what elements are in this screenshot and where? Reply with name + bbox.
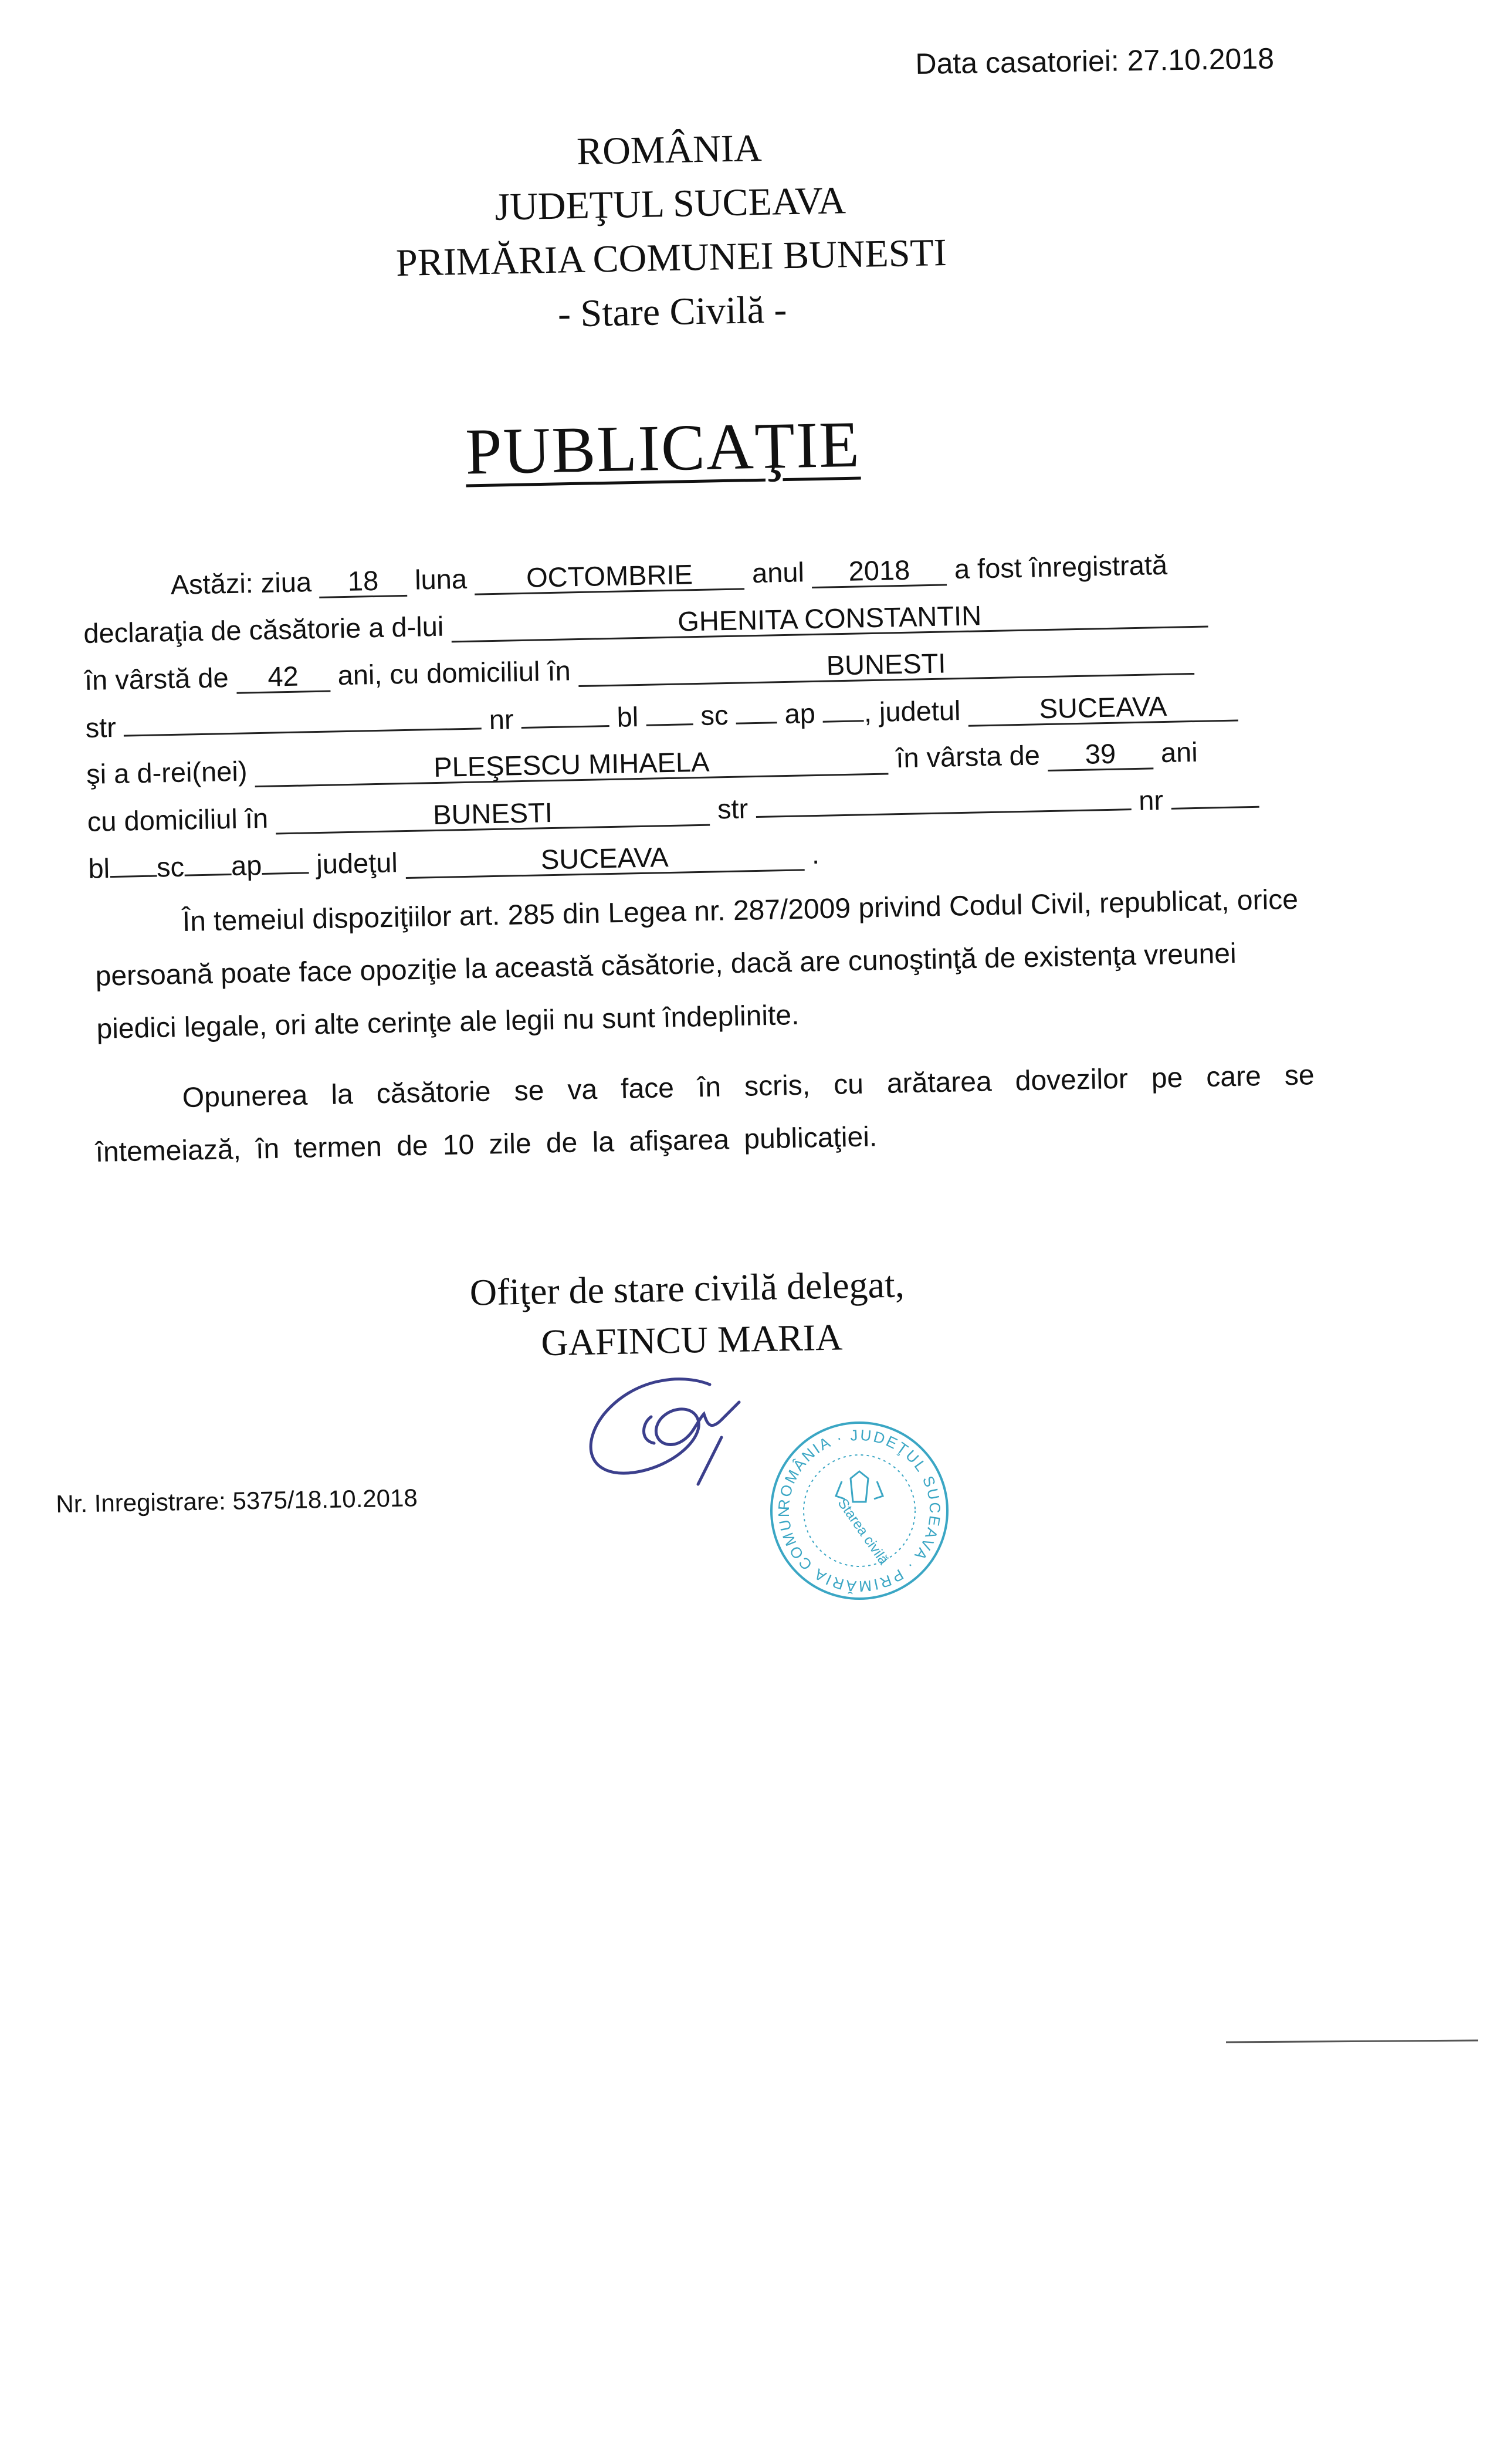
header-department: - Stare Civilă - (557, 288, 788, 336)
document-header (317, 116, 1025, 346)
bride-nr-field (1170, 774, 1259, 810)
age-label: în vârstă de (84, 662, 229, 696)
groom-sc-field (736, 690, 777, 724)
month-field: OCTOMBRIE (474, 556, 744, 595)
groom-nr-field (521, 693, 609, 729)
officer-title: Ofiţer de stare civilă delegat, (469, 1263, 905, 1314)
ani-label: ani (1160, 736, 1198, 769)
declaration-label: declaraţia de căsătorie a d-lui (83, 610, 444, 649)
county-label: , judetul (863, 695, 961, 728)
legal-paragraph (94, 873, 1317, 1056)
groom-street-field (123, 696, 482, 736)
bride-street-field (755, 777, 1131, 818)
groom-bl-field (646, 692, 693, 726)
bride-str-label: str (717, 793, 749, 825)
today-label: Astăzi: ziua (170, 566, 312, 600)
document-title: PUBLICAŢIE (465, 408, 861, 489)
header-county: JUDEŢUL SUCEAVA (494, 179, 846, 229)
year-field: 2018 (811, 552, 947, 588)
declaration-form (82, 538, 1344, 892)
official-stamp (763, 1414, 956, 1607)
opposition-paragraph (94, 1049, 1316, 1179)
bride-bl-field (109, 844, 157, 878)
groom-age-field: 42 (236, 659, 330, 694)
officer-name: GAFINCU MARIA (540, 1316, 843, 1364)
bride-sc-field (184, 842, 231, 876)
bottom-divider (1226, 2039, 1478, 2043)
bride-ap-field (261, 840, 309, 875)
bride-label: şi a d-rei(nei) (86, 755, 248, 790)
header-country: ROMÂNIA (576, 126, 763, 174)
marriage-date: Data casatoriei: 27.10.2018 (915, 42, 1275, 80)
legal-paragraph-text: În temeiul dispoziţiilor art. 285 din Legea nr. 287/2009 privind Codul Civil, republicat, orice persoană poate face opoziţie la această căsătorie, dacă are cunoştinţă de existenţa vreunei piedici legale, ori alte cerinţe ale legii nu sunt îndeplinite. (95, 884, 1299, 1045)
bride-sc-label: sc (156, 851, 185, 883)
year-label: anul (751, 556, 805, 589)
nr-label: nr (489, 703, 514, 736)
stamp-seal-icon (763, 1414, 956, 1607)
officer-block (458, 1257, 987, 1370)
bride-ap-label: ap (231, 849, 262, 882)
form-end-dot: . (811, 838, 820, 870)
bride-nr-label: nr (1138, 784, 1164, 816)
groom-name-field: GHENITA CONSTANTIN (451, 594, 1208, 643)
bride-domicile-label: cu domiciliul în (87, 802, 269, 837)
sc-label: sc (700, 699, 729, 731)
bride-county-field: SUCEAVA (405, 837, 804, 879)
bride-age-label: în vârsta de (895, 739, 1041, 774)
bride-name-field: PLEŞESCU MIHAELA (255, 741, 889, 787)
domicile-label: ani, cu domiciliul în (337, 655, 571, 691)
signature-image (563, 1367, 751, 1508)
opposition-paragraph-text: Opunerea la căsătorie se va face în scris, cu arătarea dovezilor pe care se întemeiază, în termen de 10 zile de la afişarea publicaţiei. (95, 1060, 1315, 1168)
groom-locality-field: BUNESTI (578, 641, 1194, 687)
stamp-outer-text: ROMÂNIA · JUDEŢUL SUCEAVA · PRIMĂRIA COMUN (774, 1426, 944, 1596)
bride-locality-field: BUNESTI (276, 793, 710, 835)
month-label: luna (414, 563, 468, 595)
str-label: str (85, 711, 117, 743)
bl-label: bl (617, 701, 639, 733)
registration-number: Nr. Inregistrare: 5375/18.10.2018 (56, 1484, 418, 1518)
registered-label: a fost înregistrată (954, 549, 1168, 585)
stamp-inner-text: Starea civilă (834, 1495, 892, 1568)
groom-ap-field (822, 688, 864, 722)
ap-label: ap (784, 697, 816, 730)
header-town-hall: PRIMĂRIA COMUNEI BUNESTI (395, 231, 947, 285)
bride-bl-label: bl (87, 852, 110, 884)
groom-county-field: SUCEAVA (968, 688, 1238, 727)
bride-age-field: 39 (1047, 736, 1153, 771)
day-field: 18 (319, 563, 408, 598)
bride-county-label: judeţul (316, 847, 398, 880)
